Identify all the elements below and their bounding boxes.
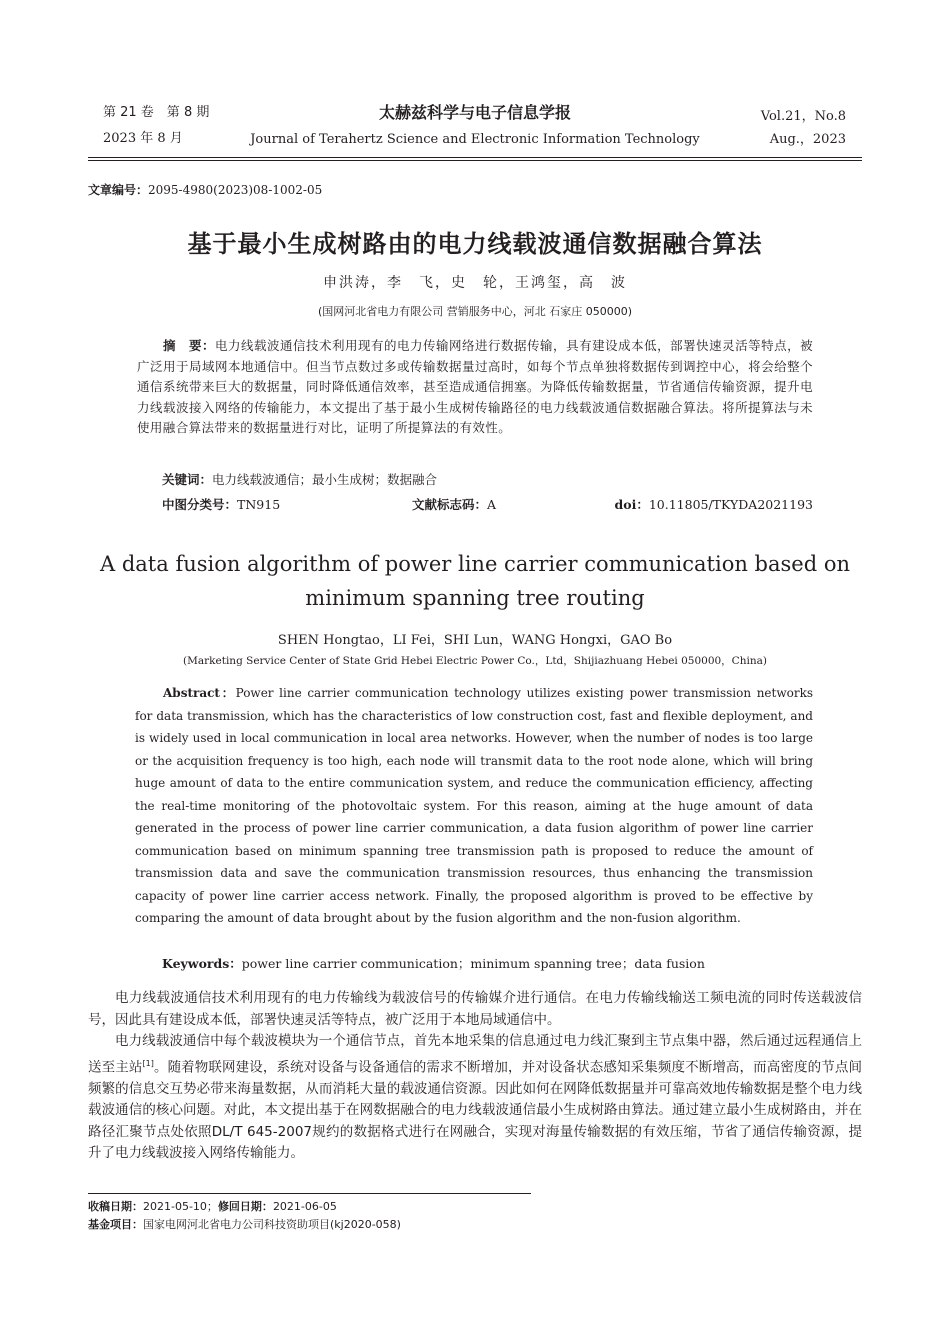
footnote-rule bbox=[88, 1193, 531, 1194]
volume-issue-en: Vol.21，No.8 bbox=[760, 109, 846, 124]
clc-label: 中图分类号： bbox=[162, 497, 238, 512]
citation-ref[interactable]: [1] bbox=[142, 1058, 154, 1068]
clc-value: TN915 bbox=[237, 497, 281, 512]
body-paragraph-1: 电力线载波通信技术利用现有的电力传输线为载波信号的传输媒介进行通信。在电力传输线输送工频电流的同时传送载波信号，因此具有建设成本低，部署快速灵活等特点，被广泛用于本地局域通信中。 bbox=[88, 990, 862, 1028]
keywords-en bbox=[162, 954, 705, 972]
body-paragraph-2-part-b: 。随着物联网建设，系统对设备与设备通信的需求不断增加，并对设备状态感知采集频度不断增高，而高密度的节点间频繁的信息交互势必带来海量数据，从而消耗大量的载波通信资源。因此如何在网降低数据量并可靠高效地传输数据是整个电力线载波通信的核心问题。对此，本文提出基于在网数据融合的电力线载波通信最小生成树路由算法。通过建立最小生成树路由，并在路径汇聚节点处依照DL/T 645-2007规约的数据格式进行在网融合，实现对海量传输数据的有效压缩，节省了通信传输资源，提升了电力线载波接入网络传输能力。 bbox=[88, 1059, 863, 1161]
received-value: 2021-05-10； bbox=[143, 1200, 218, 1213]
affiliation-en: (Marketing Service Center of State Grid Hebei Electric Power Co.，Ltd，Shijiazhuang Hebei 050000，China) bbox=[183, 655, 767, 667]
document-code-label: 文献标志码： bbox=[412, 497, 488, 512]
abstract-cn-label: 摘 要： bbox=[163, 338, 216, 353]
journal-title-en: Journal of Terahertz Science and Electronic Information Technology bbox=[250, 132, 700, 147]
authors-cn: 申洪涛，李 飞，史 轮，王鸿玺，高 波 bbox=[323, 275, 627, 291]
doi-value: 10.11805/TKYDA2021193 bbox=[648, 497, 813, 512]
paper-title-en: A data fusion algorithm of power line carrier communication based on minimum spanning tree routing bbox=[100, 552, 851, 610]
keywords-en-text: power line carrier communication；minimum spanning tree；data fusion bbox=[241, 956, 705, 971]
paper-title-cn: 基于最小生成树路由的电力线载波通信数据融合算法 bbox=[187, 230, 763, 258]
classification-row bbox=[162, 495, 813, 515]
fund-label: 基金项目： bbox=[88, 1218, 143, 1231]
revised-label: 修回日期： bbox=[217, 1200, 273, 1213]
document-code bbox=[412, 495, 496, 513]
header-rule-thin bbox=[88, 160, 862, 161]
keywords-en-label: Keywords： bbox=[162, 956, 242, 971]
abstract-en bbox=[135, 682, 813, 930]
keywords-cn-label: 关键词： bbox=[162, 472, 213, 487]
abstract-cn-text: 电力线载波通信技术利用现有的电力传输网络进行数据传输，具有建设成本低，部署快速灵活等特点，被广泛用于局域网本地通信中。但当节点数过多或传输数据量过高时，如每个节点单独将数据传到调控中心，将会给整个通信系统带来巨大的数据量，同时降低通信效率，甚至造成通信拥塞。为降低传输数据量，节省通信传输资源，提升电力线载波接入网络的传输能力，本文提出了基于最小生成树传输路径的电力线载波通信数据融合算法。将所提算法与未使用融合算法带来的数据量进行对比，证明了所提算法的有效性。 bbox=[137, 338, 813, 435]
volume-issue-cn: 第 21 卷 第 8 期 bbox=[103, 105, 210, 120]
body-text bbox=[88, 988, 862, 1165]
doi bbox=[615, 495, 814, 513]
body-paragraph-2-part-a: 电力线载波通信中每个载波模块为一个通信节点，首先本地采集的信息通过电力线汇聚到主节点集中器，然后通过远程通信上送至主站 bbox=[88, 1033, 862, 1075]
fund-project bbox=[88, 1215, 401, 1235]
article-number-value: 2095-4980(2023)08-1002-05 bbox=[148, 183, 323, 197]
date-cn: 2023 年 8 月 bbox=[103, 131, 183, 146]
keywords-cn bbox=[162, 470, 437, 488]
journal-title-cn: 太赫兹科学与电子信息学报 bbox=[378, 103, 571, 122]
fund-value: 国家电网河北省电力公司科技资助项目(kj2020-058) bbox=[143, 1218, 401, 1231]
revised-value: 2021-06-05 bbox=[272, 1200, 337, 1213]
clc-code bbox=[162, 495, 280, 513]
header-rule bbox=[88, 157, 862, 158]
article-number-label: 文章编号： bbox=[88, 183, 149, 197]
document-code-value: A bbox=[487, 497, 497, 512]
abstract-en-text: Power line carrier communication technology utilizes existing power transmission networks for data transmission, which has the characteristics of low construction cost, fast and flexible deployment, and is widely used in local communication in local area networks. However, when the number of nodes is too large or the acquisition frequency is too high, each node will transmit data to the root node alone, which will bring huge amount of data to the entire communication system, and reduce the communication efficiency, affecting the real-time monitoring of the photovoltaic system. For this reason, aiming at the huge amount of data generated in the process of power line carrier communication, a data fusion algorithm of power line carrier communication based on minimum spanning tree transmission path is proposed to reduce the amount of transmission data and save the communication transmission resources, thus enhancing the transmission capacity of power line carrier access network. Finally, the proposed algorithm is proved to be effective by comparing the amount of data brought about by the fusion algorithm and the non-fusion algorithm. bbox=[135, 686, 814, 925]
authors-en: SHEN Hongtao，LI Fei，SHI Lun，WANG Hongxi，GAO Bo bbox=[277, 633, 673, 648]
body-paragraph-2 bbox=[88, 1031, 862, 1165]
keywords-cn-text: 电力线载波通信；最小生成树；数据融合 bbox=[212, 472, 438, 487]
doi-label: doi： bbox=[614, 497, 649, 512]
article-number bbox=[88, 181, 322, 198]
received-dates bbox=[88, 1197, 337, 1217]
abstract-cn bbox=[137, 336, 813, 439]
date-en: Aug.，2023 bbox=[769, 132, 846, 147]
received-label: 收稿日期： bbox=[88, 1200, 143, 1213]
affiliation-cn: (国网河北省电力有限公司 营销服务中心，河北 石家庄 050000) bbox=[317, 305, 633, 318]
abstract-en-label: Abstract： bbox=[163, 686, 236, 700]
